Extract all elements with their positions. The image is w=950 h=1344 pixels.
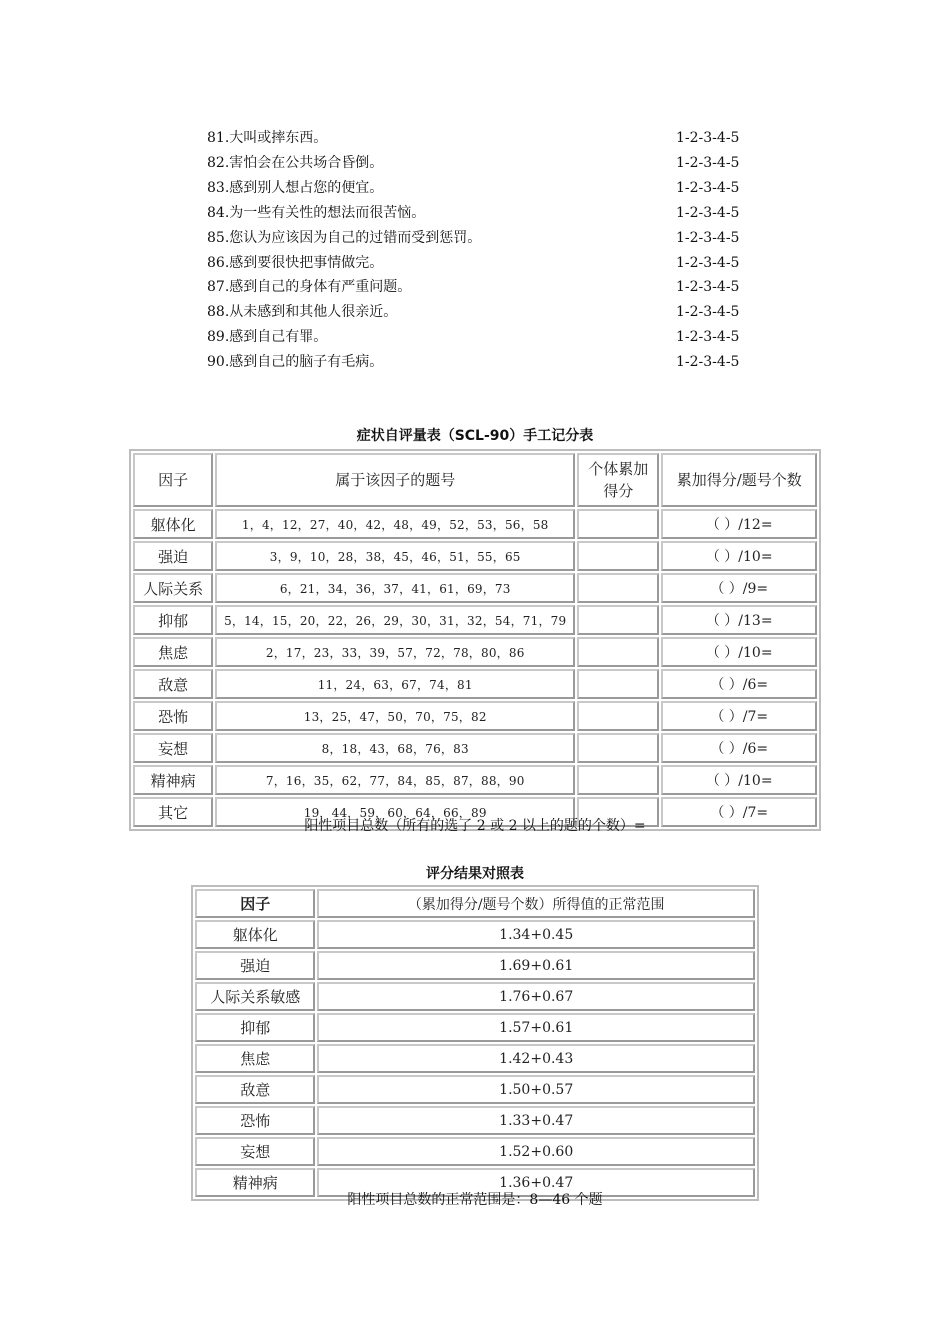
question-item (207, 275, 752, 300)
table-row (195, 1044, 755, 1073)
sum-cell (577, 573, 659, 603)
factor-cell: 精神病 (195, 1168, 315, 1197)
question-scale: 1-2-3-4-5 (676, 279, 740, 296)
table-row (195, 1075, 755, 1104)
question-scale: 1-2-3-4-5 (676, 229, 740, 246)
norm-header-range: （累加得分/题号个数）所得值的正常范围 (317, 889, 755, 918)
table-row (133, 541, 817, 571)
header-items: 属于该因子的题号 (215, 453, 575, 507)
header-avg: 累加得分/题号个数 (661, 453, 817, 507)
question-text: 85.您认为应该因为自己的过错而受到惩罚。 (207, 229, 482, 246)
sum-cell (577, 541, 659, 571)
range-cell: 1.57+0.61 (317, 1013, 755, 1042)
table-row (133, 637, 817, 667)
avg-cell: （ ）/13= (661, 605, 817, 635)
table-row (195, 982, 755, 1011)
question-item (207, 226, 752, 251)
table-row (195, 951, 755, 980)
range-cell: 1.33+0.47 (317, 1106, 755, 1135)
table-row (195, 920, 755, 949)
question-text: 88.从未感到和其他人很亲近。 (207, 304, 398, 321)
factor-cell: 敌意 (195, 1075, 315, 1104)
factor-cell: 敌意 (133, 669, 213, 699)
table-row (133, 701, 817, 731)
norm-header-factor: 因子 (195, 889, 315, 918)
items-cell: 1，4，12，27，40，42，48，49，52，53，56，58 (215, 509, 575, 539)
factor-cell: 焦虑 (195, 1044, 315, 1073)
range-cell: 1.36+0.47 (317, 1168, 755, 1197)
items-cell: 7，16，35，62，77，84，85，87，88，90 (215, 765, 575, 795)
question-text: 90.感到自己的脑子有毛病。 (207, 354, 384, 371)
avg-cell: （ ）/6= (661, 669, 817, 699)
question-text: 81.大叫或摔东西。 (207, 130, 328, 146)
table-row (133, 573, 817, 603)
avg-cell: （ ）/7= (661, 701, 817, 731)
factor-cell: 躯体化 (133, 509, 213, 539)
table-row (133, 605, 817, 635)
sum-cell (577, 605, 659, 635)
question-scale: 1-2-3-4-5 (676, 304, 740, 321)
factor-cell: 强迫 (195, 951, 315, 980)
question-item (207, 251, 752, 276)
score-table-header-row (133, 453, 817, 507)
items-cell: 2，17，23，33，39，57，72，78，80，86 (215, 637, 575, 667)
question-text: 86.感到要很快把事情做完。 (207, 254, 384, 271)
items-cell: 5，14，15，20，22，26，29，30，31，32，54，71，79 (215, 605, 575, 635)
avg-cell: （ ）/10= (661, 765, 817, 795)
question-text: 82.害怕会在公共场合昏倒。 (207, 154, 384, 171)
table-row (133, 509, 817, 539)
table-row (133, 669, 817, 699)
question-item (207, 300, 752, 325)
factor-cell: 精神病 (133, 765, 213, 795)
factor-cell: 躯体化 (195, 920, 315, 949)
range-cell: 1.69+0.61 (317, 951, 755, 980)
question-scale: 1-2-3-4-5 (676, 254, 740, 271)
question-scale: 1-2-3-4-5 (676, 130, 740, 146)
items-cell: 19，44，59，60，64，66，89 (215, 797, 575, 827)
items-cell: 11，24，63，67，74，81 (215, 669, 575, 699)
factor-cell: 恐怖 (195, 1106, 315, 1135)
question-list (207, 126, 752, 375)
question-text: 87.感到自己的身体有严重问题。 (207, 279, 412, 296)
header-sum-line2: 得分 (603, 482, 634, 500)
range-cell: 1.52+0.60 (317, 1137, 755, 1166)
range-cell: 1.50+0.57 (317, 1075, 755, 1104)
range-cell: 1.42+0.43 (317, 1044, 755, 1073)
norm-table (191, 885, 759, 1201)
question-scale: 1-2-3-4-5 (676, 154, 740, 171)
question-text: 84.为一些有关性的想法而很苦恼。 (207, 204, 426, 221)
factor-cell: 焦虑 (133, 637, 213, 667)
normal-range-note: 阳性项目总数的正常范围是：8—46 个题 (347, 1192, 603, 1208)
question-text: 89.感到自己有罪。 (207, 329, 328, 346)
avg-cell: （ ）/10= (661, 541, 817, 571)
question-scale: 1-2-3-4-5 (676, 179, 740, 196)
range-cell: 1.34+0.45 (317, 920, 755, 949)
factor-cell: 抑郁 (133, 605, 213, 635)
avg-cell: （ ）/12= (661, 509, 817, 539)
question-item (207, 325, 752, 350)
avg-cell: （ ）/6= (661, 733, 817, 763)
score-table (129, 449, 821, 831)
items-cell: 8，18，43，68，76，83 (215, 733, 575, 763)
table-row (195, 1106, 755, 1135)
sum-cell (577, 669, 659, 699)
factor-cell: 妄想 (133, 733, 213, 763)
avg-cell: （ ）/9= (661, 573, 817, 603)
sum-cell (577, 637, 659, 667)
factor-cell: 人际关系 (133, 573, 213, 603)
positive-count-note: 阳性项目总数（所有的选了 2 或 2 以上的题的个数）= (304, 818, 646, 834)
factor-cell: 抑郁 (195, 1013, 315, 1042)
table-row (195, 1137, 755, 1166)
question-item (207, 350, 752, 375)
norm-table-title: 评分结果对照表 (426, 866, 524, 882)
question-scale: 1-2-3-4-5 (676, 204, 740, 221)
question-item (207, 126, 752, 151)
items-cell: 3，9，10，28，38，45，46，51，55，65 (215, 541, 575, 571)
question-item (207, 176, 752, 201)
range-cell: 1.76+0.67 (317, 982, 755, 1011)
avg-cell: （ ）/7= (661, 797, 817, 827)
question-item (207, 151, 752, 176)
factor-cell: 其它 (133, 797, 213, 827)
question-text: 83.感到别人想占您的便宜。 (207, 179, 384, 196)
header-sum-line1: 个体累加 (588, 460, 649, 478)
score-table-title: 症状自评量表（SCL-90）手工记分表 (356, 428, 594, 444)
factor-cell: 恐怖 (133, 701, 213, 731)
question-scale: 1-2-3-4-5 (676, 354, 740, 371)
table-row (133, 765, 817, 795)
sum-cell (577, 701, 659, 731)
sum-cell (577, 765, 659, 795)
avg-cell: （ ）/10= (661, 637, 817, 667)
table-row (133, 733, 817, 763)
header-sum (577, 453, 659, 507)
table-row (195, 1013, 755, 1042)
items-cell: 13，25，47，50，70，75，82 (215, 701, 575, 731)
norm-table-header-row (195, 889, 755, 918)
question-item (207, 201, 752, 226)
header-factor: 因子 (133, 453, 213, 507)
question-scale: 1-2-3-4-5 (676, 329, 740, 346)
factor-cell: 妄想 (195, 1137, 315, 1166)
sum-cell (577, 509, 659, 539)
factor-cell: 人际关系敏感 (195, 982, 315, 1011)
sum-cell (577, 733, 659, 763)
factor-cell: 强迫 (133, 541, 213, 571)
items-cell: 6，21，34，36，37，41，61，69，73 (215, 573, 575, 603)
